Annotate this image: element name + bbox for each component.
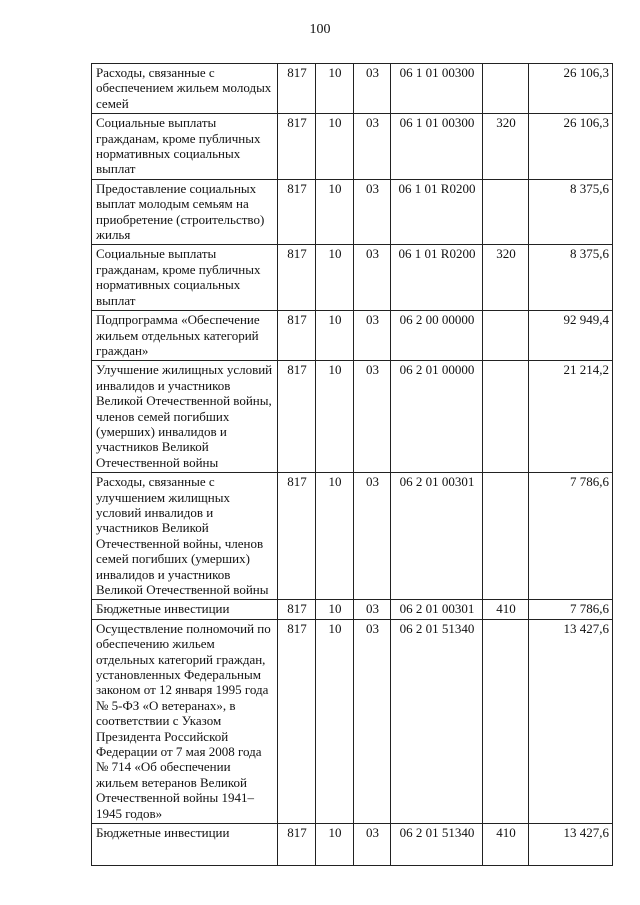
expense-type-code bbox=[483, 64, 529, 114]
section-code: 10 bbox=[316, 245, 354, 311]
row-name: Предоставление социальных выплат молодым семьям на приобретение (строительство) жилья bbox=[92, 179, 278, 245]
table-row bbox=[92, 245, 613, 311]
target-code: 06 1 01 00300 bbox=[391, 64, 483, 114]
row-name: Социальные выплаты гражданам, кроме публичных нормативных социальных выплат bbox=[92, 114, 278, 180]
row-name: Бюджетные инвестиции bbox=[92, 824, 278, 866]
row-name: Расходы, связанные с обеспечением жильем молодых семей bbox=[92, 64, 278, 114]
subsection-code: 03 bbox=[354, 64, 391, 114]
subsection-code: 03 bbox=[354, 473, 391, 600]
target-code: 06 1 01 00300 bbox=[391, 114, 483, 180]
expense-type-code: 320 bbox=[483, 245, 529, 311]
amount: 21 214,2 bbox=[529, 361, 613, 473]
amount: 7 786,6 bbox=[529, 600, 613, 619]
amount: 13 427,6 bbox=[529, 619, 613, 823]
amount: 7 786,6 bbox=[529, 473, 613, 600]
subsection-code: 03 bbox=[354, 114, 391, 180]
expense-type-code bbox=[483, 311, 529, 361]
expense-type-code bbox=[483, 473, 529, 600]
table-row bbox=[92, 64, 613, 114]
amount: 26 106,3 bbox=[529, 114, 613, 180]
row-name: Расходы, связанные с улучшением жилищных условий инвалидов и участников Великой Отечественной войны, членов семей погибших (умерших) инвалидов и участников Великой Отечественной войны bbox=[92, 473, 278, 600]
target-code: 06 2 01 51340 bbox=[391, 619, 483, 823]
ministry-code: 817 bbox=[278, 361, 316, 473]
amount: 92 949,4 bbox=[529, 311, 613, 361]
budget-table bbox=[91, 63, 613, 866]
row-name: Улучшение жилищных условий инвалидов и участников Великой Отечественной войны, членов семей погибших (умерших) инвалидов и участников Великой Отечественной войны bbox=[92, 361, 278, 473]
ministry-code: 817 bbox=[278, 473, 316, 600]
expense-type-code bbox=[483, 619, 529, 823]
section-code: 10 bbox=[316, 600, 354, 619]
subsection-code: 03 bbox=[354, 600, 391, 619]
row-name: Подпрограмма «Обеспечение жильем отдельных категорий граждан» bbox=[92, 311, 278, 361]
section-code: 10 bbox=[316, 361, 354, 473]
target-code: 06 2 01 00301 bbox=[391, 600, 483, 619]
target-code: 06 1 01 R0200 bbox=[391, 179, 483, 245]
expense-type-code bbox=[483, 361, 529, 473]
section-code: 10 bbox=[316, 824, 354, 866]
table-row bbox=[92, 114, 613, 180]
table-row bbox=[92, 619, 613, 823]
amount: 8 375,6 bbox=[529, 245, 613, 311]
ministry-code: 817 bbox=[278, 311, 316, 361]
section-code: 10 bbox=[316, 179, 354, 245]
row-name: Социальные выплаты гражданам, кроме публичных нормативных социальных выплат bbox=[92, 245, 278, 311]
section-code: 10 bbox=[316, 311, 354, 361]
table-row bbox=[92, 600, 613, 619]
section-code: 10 bbox=[316, 64, 354, 114]
amount: 26 106,3 bbox=[529, 64, 613, 114]
table-row bbox=[92, 361, 613, 473]
expense-type-code: 410 bbox=[483, 600, 529, 619]
page-number: 100 bbox=[309, 22, 331, 37]
ministry-code: 817 bbox=[278, 179, 316, 245]
ministry-code: 817 bbox=[278, 824, 316, 866]
table-row bbox=[92, 179, 613, 245]
subsection-code: 03 bbox=[354, 361, 391, 473]
table-row bbox=[92, 473, 613, 600]
ministry-code: 817 bbox=[278, 64, 316, 114]
amount: 8 375,6 bbox=[529, 179, 613, 245]
subsection-code: 03 bbox=[354, 245, 391, 311]
expense-type-code bbox=[483, 179, 529, 245]
subsection-code: 03 bbox=[354, 824, 391, 866]
expense-type-code: 410 bbox=[483, 824, 529, 866]
target-code: 06 1 01 R0200 bbox=[391, 245, 483, 311]
row-name: Бюджетные инвестиции bbox=[92, 600, 278, 619]
target-code: 06 2 01 00000 bbox=[391, 361, 483, 473]
target-code: 06 2 00 00000 bbox=[391, 311, 483, 361]
section-code: 10 bbox=[316, 619, 354, 823]
target-code: 06 2 01 51340 bbox=[391, 824, 483, 866]
section-code: 10 bbox=[316, 114, 354, 180]
ministry-code: 817 bbox=[278, 619, 316, 823]
table-row bbox=[92, 311, 613, 361]
ministry-code: 817 bbox=[278, 600, 316, 619]
ministry-code: 817 bbox=[278, 114, 316, 180]
subsection-code: 03 bbox=[354, 311, 391, 361]
target-code: 06 2 01 00301 bbox=[391, 473, 483, 600]
row-name: Осуществление полномочий по обеспечению жильем отдельных категорий граждан, установленных Федеральным законом от 12 января 1995 года № 5-ФЗ «О ветеранах», в соответствии с Указом Президента Российской Федерации от 7 мая 2008 года № 714 «Об обеспечении жильем ветеранов Великой Отечественной войны 1941–1945 годов» bbox=[92, 619, 278, 823]
expense-type-code: 320 bbox=[483, 114, 529, 180]
subsection-code: 03 bbox=[354, 179, 391, 245]
subsection-code: 03 bbox=[354, 619, 391, 823]
section-code: 10 bbox=[316, 473, 354, 600]
table-row bbox=[92, 824, 613, 866]
ministry-code: 817 bbox=[278, 245, 316, 311]
amount: 13 427,6 bbox=[529, 824, 613, 866]
